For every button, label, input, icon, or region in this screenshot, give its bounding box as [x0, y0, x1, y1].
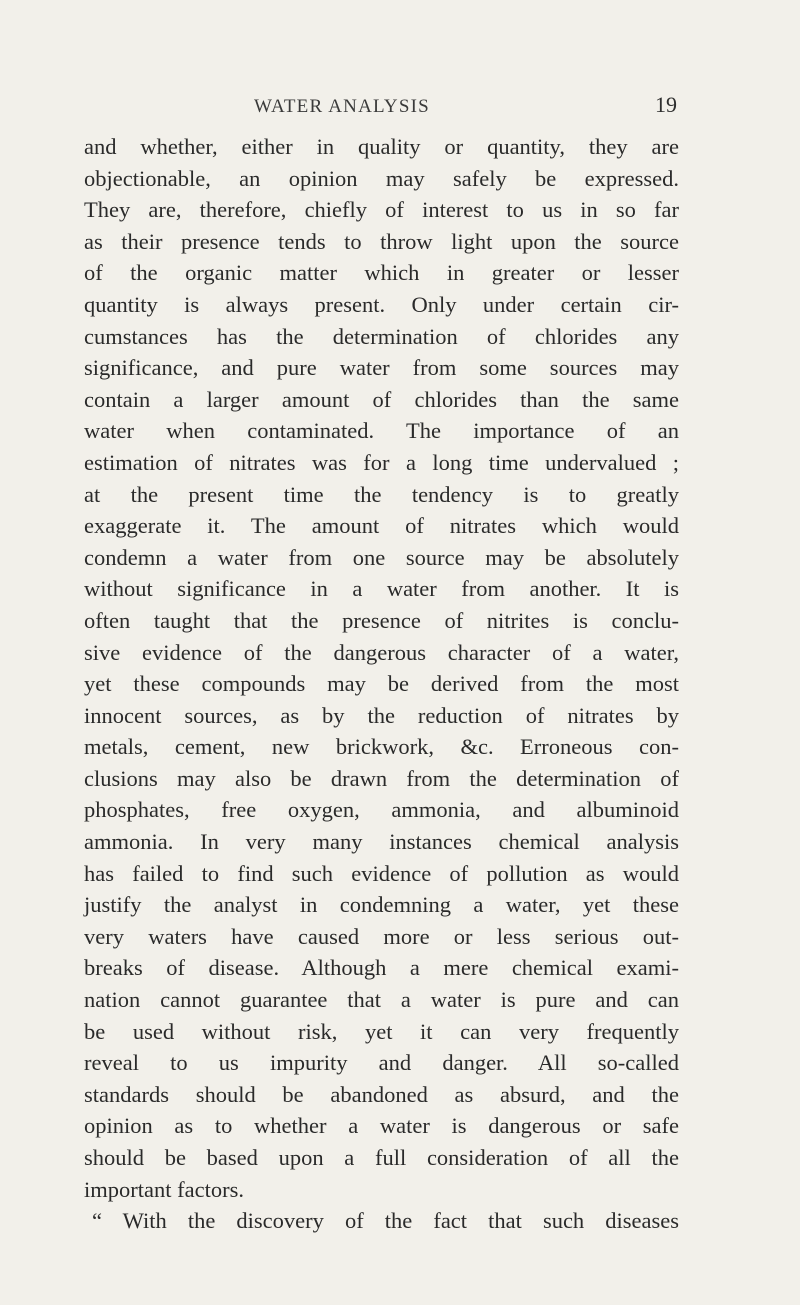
text-line: clusions may also be drawn from the determination of: [84, 765, 679, 791]
text-line: at the present time the tendency is to greatly: [84, 481, 679, 507]
text-line: and whether, either in quality or quantity, they are: [84, 134, 679, 159]
text-line: condemn a water from one source may be absolutely: [84, 544, 679, 570]
text-line: metals, cement, new brickwork, &c. Erroneous con-: [84, 734, 679, 760]
running-head: WATER ANALYSIS: [254, 96, 430, 117]
text-line: They are, therefore, chiefly of interest to us in so far: [84, 197, 679, 223]
paragraph-end-line: important factors.: [84, 1176, 244, 1202]
text-line: ammonia. In very many instances chemical analysis: [84, 829, 679, 855]
text-line: innocent sources, as by the reduction of nitrates by: [84, 702, 679, 728]
body-text: [84, 131, 679, 1237]
text-line: phosphates, free oxygen, ammonia, and albuminoid: [84, 797, 679, 823]
text-line: of the organic matter which in greater or lesser: [84, 260, 679, 286]
text-line: be used without risk, yet it can very frequently: [84, 1018, 679, 1044]
text-line: nation cannot guarantee that a water is pure and can: [84, 987, 679, 1013]
text-line: exaggerate it. The amount of nitrates which would: [84, 513, 679, 539]
text-line: reveal to us impurity and danger. All so-called: [84, 1050, 679, 1076]
page-header: [84, 88, 679, 128]
text-line: water when contaminated. The importance of an: [84, 418, 679, 444]
text-line: sive evidence of the dangerous character of a water,: [84, 639, 679, 665]
text-line: estimation of nitrates was for a long time undervalued ;: [84, 449, 679, 475]
text-line: contain a larger amount of chlorides than the same: [84, 386, 679, 412]
text-line: significance, and pure water from some sources may: [84, 355, 679, 381]
text-line: has failed to find such evidence of pollution as would: [84, 860, 679, 886]
page-number: 19: [655, 92, 677, 117]
text-line: yet these compounds may be derived from the most: [84, 671, 679, 697]
text-line: justify the analyst in condemning a water, yet these: [84, 892, 679, 918]
text-line: quantity is always present. Only under certain cir-: [84, 291, 679, 317]
text-line: breaks of disease. Although a mere chemical exami-: [84, 955, 679, 981]
text-line: should be based upon a full consideration of all the: [84, 1145, 679, 1170]
text-line: opinion as to whether a water is dangerous or safe: [84, 1113, 679, 1139]
text-line: very waters have caused more or less serious out-: [84, 923, 679, 949]
text-line: “ With the discovery of the fact that such diseases: [92, 1208, 679, 1234]
text-line: cumstances has the determination of chlorides any: [84, 323, 679, 349]
text-line: standards should be abandoned as absurd, and the: [84, 1081, 679, 1107]
text-line: often taught that the presence of nitrites is conclu-: [84, 607, 679, 633]
text-line: as their presence tends to throw light upon the source: [84, 228, 679, 254]
text-line: without significance in a water from another. It is: [84, 576, 679, 602]
text-line: objectionable, an opinion may safely be expressed.: [84, 165, 679, 191]
